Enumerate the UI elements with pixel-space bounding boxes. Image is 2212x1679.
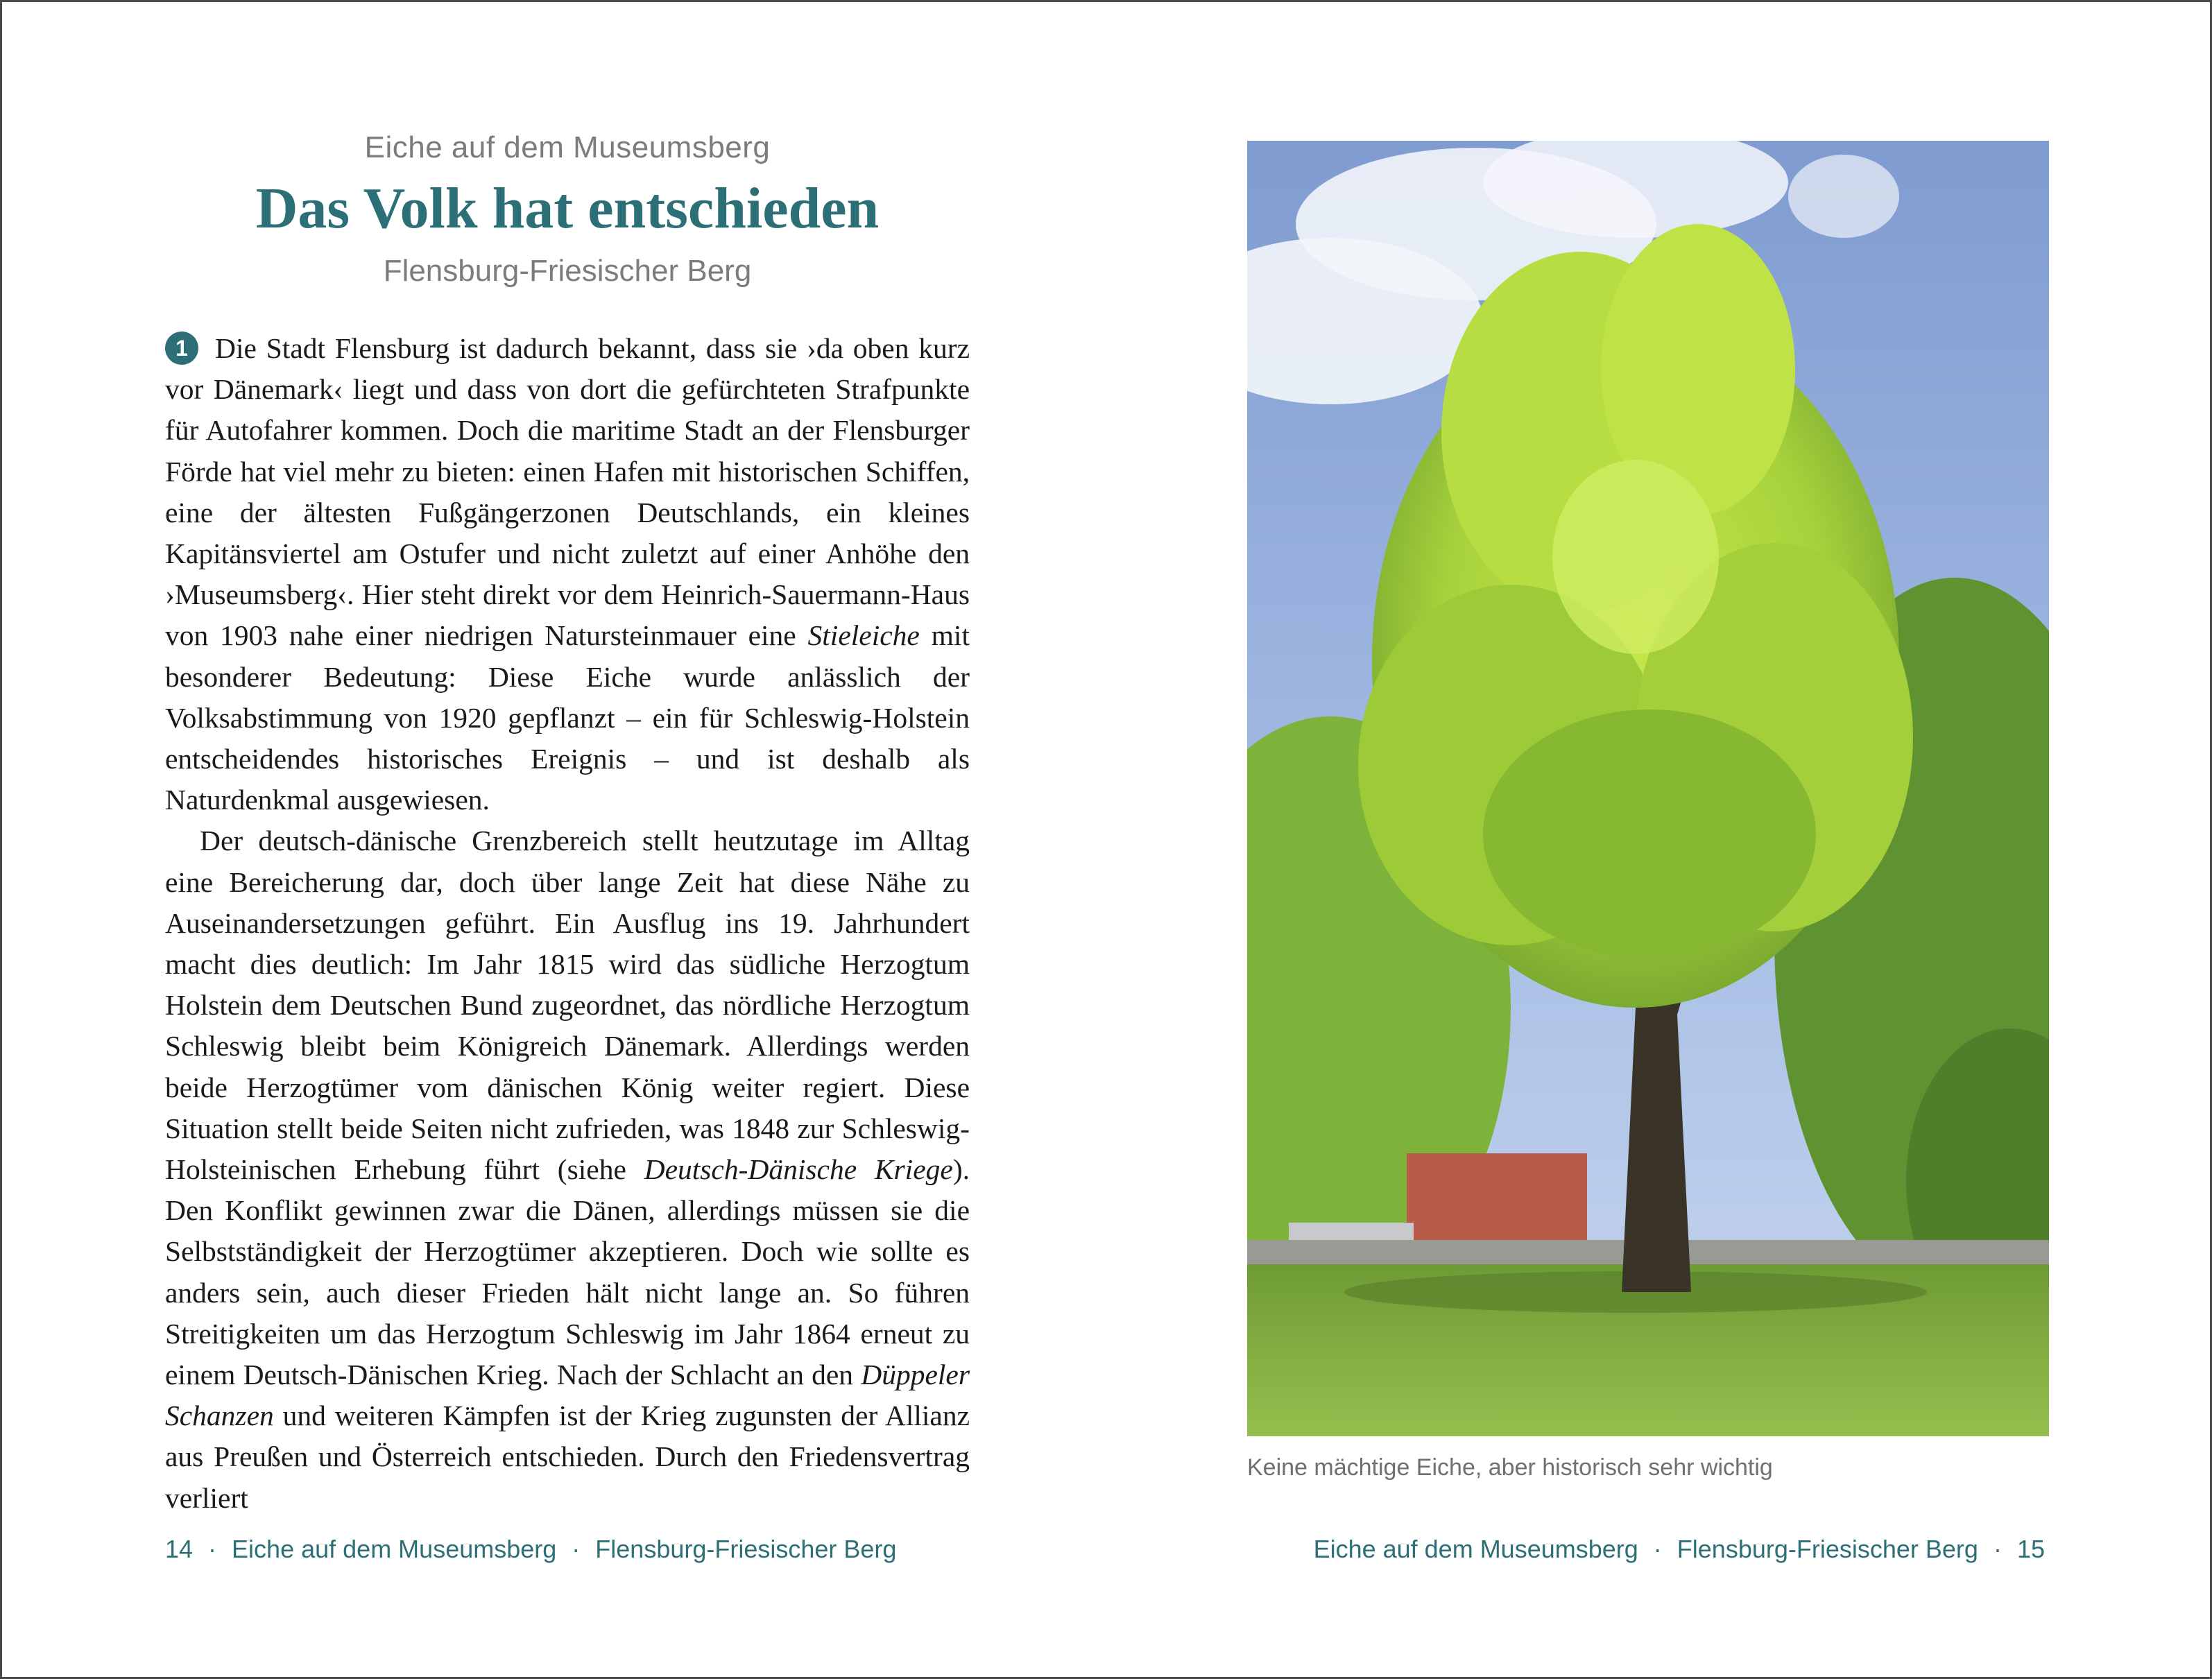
page-number-right: 15 [2016, 1535, 2045, 1563]
photo-caption: Keine mächtige Eiche, aber historisch sehr wichtig [1247, 1454, 1773, 1481]
body-text [165, 328, 970, 1519]
footer-separator: · [1653, 1535, 1662, 1563]
italic-term: Düppeler Schanzen [165, 1359, 970, 1432]
italic-term: Deutsch-Dänische Kriege [644, 1153, 953, 1186]
italic-term: Stieleiche [807, 619, 920, 652]
footer-separator: · [1993, 1535, 2002, 1563]
paragraph-1-text: Die Stadt Flensburg ist dadurch bekannt, dass sie ›da oben kurz vor Dänemark‹ liegt und dass von dort die gefürchteten Strafpunkte für Autofahrer kommen. Doch die maritime Stadt an der Flensburger Förde hat viel mehr zu bieten: einen Hafen mit historischen Schiffen, eine der ältesten Fußgängerzonen Deutschlands, ein kleines Kapitänsviertel am Ostufer und nicht zuletzt auf einer Anhöhe den ›Museumsberg‹. Hier steht direkt vor dem Heinrich-Sauermann-Haus von 1903 nahe einer niedrigen Natursteinmauer eine Stieleiche mit besonderer Bedeutung: Diese Eiche wurde anlässlich der Volksabstimmung von 1920 gepflanzt – ein für Schleswig-Holstein entscheidendes historisches Ereignis – und ist deshalb als Naturdenkmal ausgewiesen. [165, 332, 970, 816]
left-page [165, 127, 970, 1519]
footer-left [165, 1535, 896, 1564]
footer-separator: · [572, 1535, 581, 1563]
chapter-location: Flensburg-Friesischer Berg [383, 254, 752, 288]
page-number-left: 14 [165, 1535, 194, 1563]
chapter-title: Das Volk hat entschieden [255, 176, 880, 241]
running-title-left: Eiche auf dem Museumsberg [232, 1535, 557, 1563]
footer-right [1314, 1535, 2045, 1564]
footer-separator: · [208, 1535, 217, 1563]
paragraph-1 [165, 328, 970, 820]
oak-tree-photo [1247, 141, 2049, 1436]
photo-illustration [1247, 141, 2049, 1436]
running-title-right: Eiche auf dem Museumsberg [1313, 1535, 1638, 1563]
paragraph-2: Der deutsch-dänische Grenzbereich stellt heutzutage im Alltag eine Bereicherung dar, doch über lange Zeit hat diese Nähe zu Auseinandersetzungen geführt. Ein Ausflug ins 19. Jahrhundert macht dies deutlich: Im Jahr 1815 wird das südliche Herzogtum Holstein dem Deutschen Bund zugeordnet, das nördliche Herzogtum Schleswig bleibt beim Königreich Dänemark. Allerdings werden beide Herzogtümer vom dänischen König weiter regiert. Diese Situation stellt beide Seiten nicht zufrieden, was 1848 zur Schleswig-Holsteinischen Erhebung führt (siehe Deutsch-Dänische Kriege). Den Konflikt gewinnen zwar die Dänen, allerdings müssen sie die Selbstständigkeit der Herzogtümer akzeptieren. Doch wie sollte es anders sein, auch dieser Frieden hält nicht lange an. So führen Streitigkeiten um das Herzogtum Schleswig im Jahr 1864 erneut zu einem Deutsch-Dänischen Krieg. Nach der Schlacht an den Düppeler Schanzen und weiteren Kämpfen ist der Krieg zugunsten der Allianz aus Preußen und Österreich entschieden. Durch den Friedensvertrag verliert [165, 825, 970, 1514]
chapter-kicker: Eiche auf dem Museumsberg [364, 130, 771, 164]
running-location-left: Flensburg-Friesischer Berg [595, 1535, 897, 1563]
running-location-right: Flensburg-Friesischer Berg [1677, 1535, 1978, 1563]
location-marker-badge: 1 [165, 332, 198, 365]
